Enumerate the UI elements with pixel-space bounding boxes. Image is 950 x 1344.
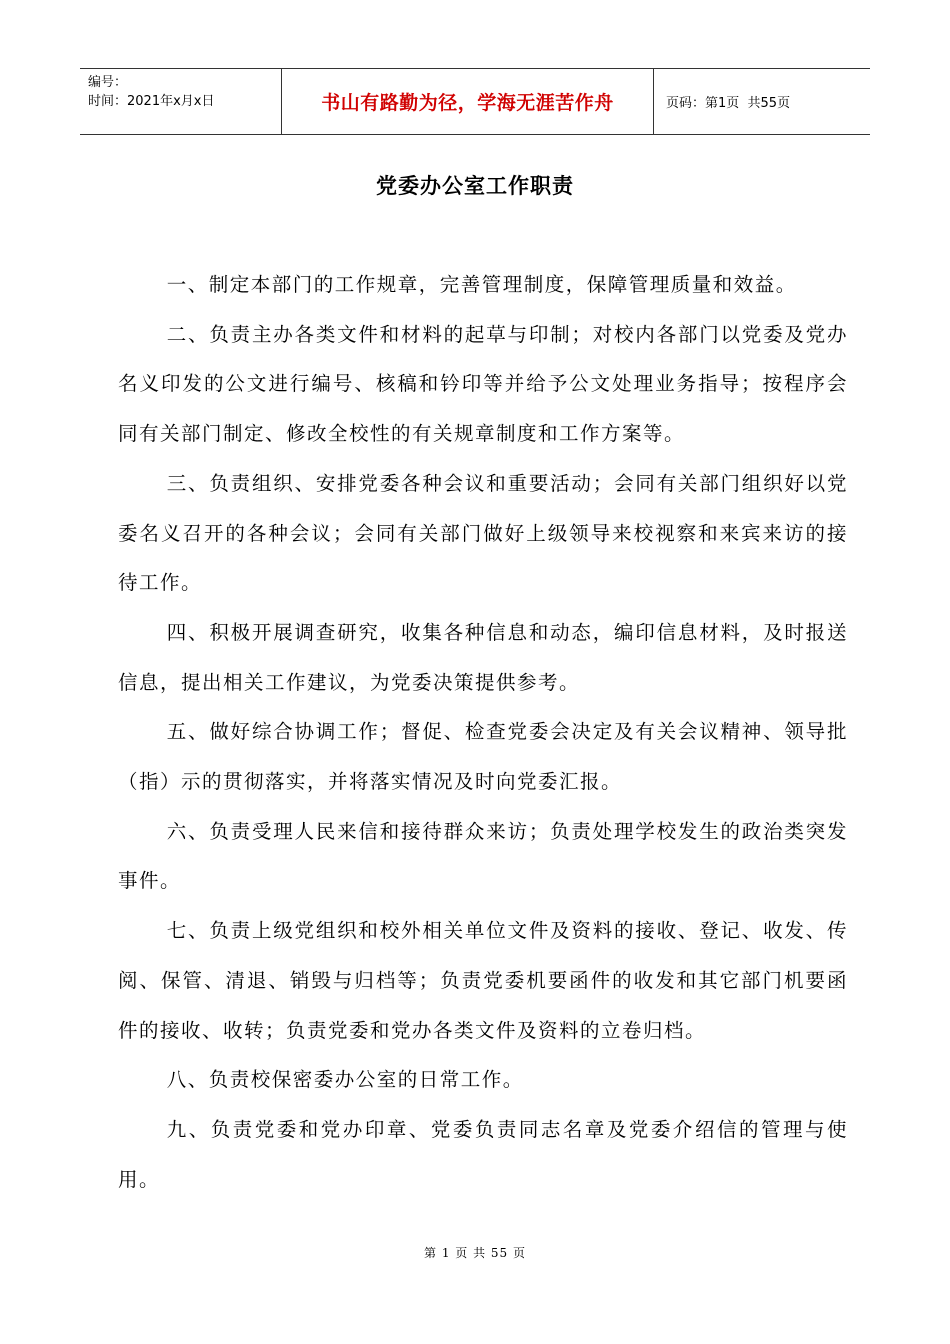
motto-text: 书山有路勤为径，学海无涯苦作舟 xyxy=(321,92,614,114)
header-meta xyxy=(80,69,281,134)
paragraph-3: 三、负责组织、安排党委各种会议和重要活动；会同有关部门组织好以党委名义召开的各种会议；会同有关部门做好上级领导来校视察和来宾来访的接待工作。 xyxy=(118,471,848,595)
paragraph-4: 四、积极开展调查研究，收集各种信息和动态，编印信息材料，及时报送信息，提出相关工作建议，为党委决策提供参考。 xyxy=(118,620,848,694)
document-number-label: 编号： xyxy=(88,75,128,90)
paragraph-9: 九、负责党委和党办印章、党委负责同志名章及党委介绍信的管理与使用。 xyxy=(118,1117,848,1191)
paragraph-1: 一、制定本部门的工作规章，完善管理制度，保障管理质量和效益。 xyxy=(166,273,797,296)
document-date: 时间：2021年x月x日 xyxy=(88,94,215,109)
header-motto-cell xyxy=(281,69,654,134)
paragraph-7: 七、负责上级党组织和校外相关单位文件及资料的接收、登记、收发、传阅、保管、清退、销毁与归档等；负责党委机要函件的收发和其它部门机要函件的接收、收转；负责党委和党办各类文件及资料的立卷归档。 xyxy=(118,919,848,1042)
paragraph-5: 五、做好综合协调工作；督促、检查党委会决定及有关会议精神、领导批（指）示的贯彻落实，并将落实情况及时向党委汇报。 xyxy=(118,720,848,794)
page-header xyxy=(80,68,870,135)
paragraph-6: 六、负责受理人民来信和接待群众来访；负责处理学校发生的政治类突发事件。 xyxy=(118,819,848,893)
header-page-info: 页码：第1页 共55页 xyxy=(666,96,791,111)
paragraph-8: 八、负责校保密委办公室的日常工作。 xyxy=(166,1068,524,1092)
page-footer: 第 1 页 共 55 页 xyxy=(424,1246,526,1260)
document-title: 党委办公室工作职责 xyxy=(376,174,574,198)
paragraph-2: 二、负责主办各类文件和材料的起草与印制；对校内各部门以党委及党办名义印发的公文进行编号、核稿和钤印等并给予公文处理业务指导；按程序会同有关部门制定、修改全校性的有关规章制度和工作方案等。 xyxy=(118,322,848,446)
document-body xyxy=(118,260,848,1204)
